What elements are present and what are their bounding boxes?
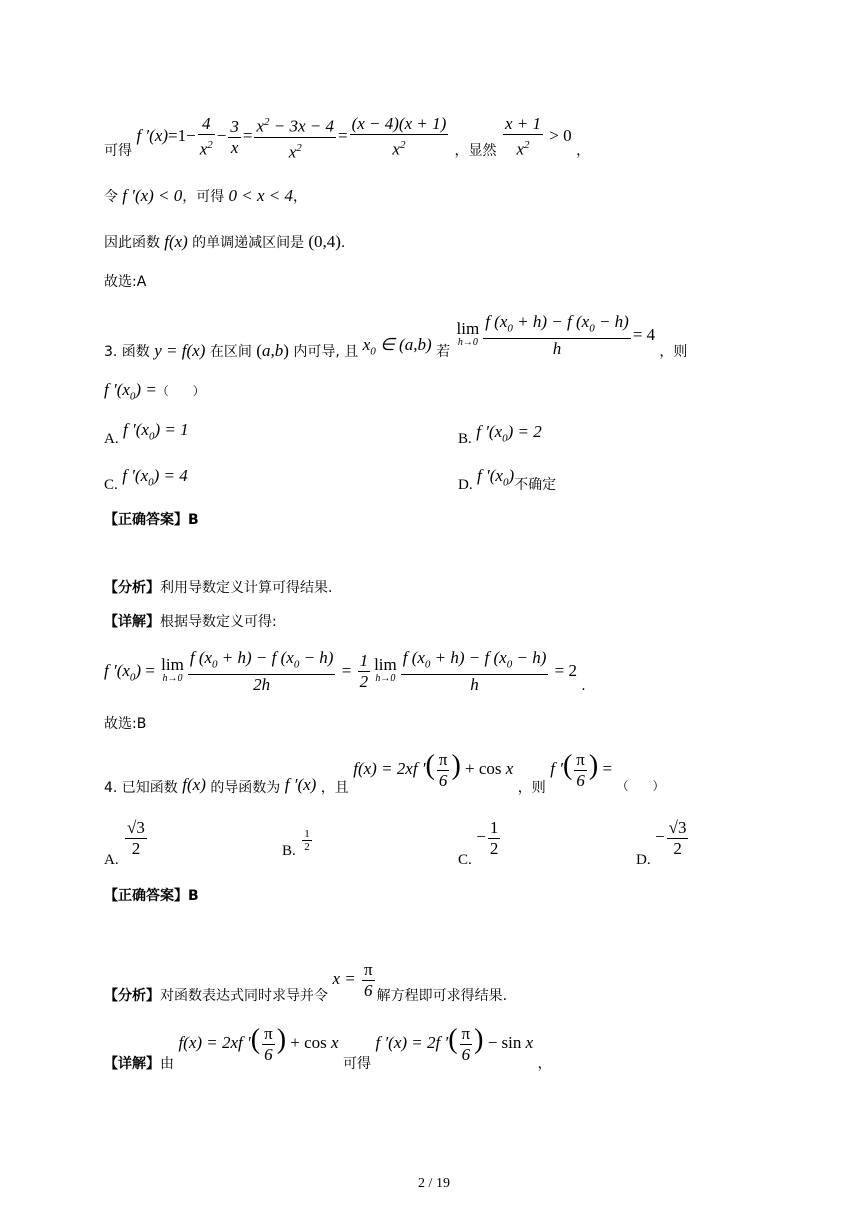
text-kede: 可得: [104, 143, 132, 160]
analysis-4: 【分析】对函数表达式同时求导并令 x = $\frac{\pi}{6}$ 解方程即可求得结果.: [104, 960, 508, 1005]
choose-b-3: 故选:B: [104, 716, 147, 732]
math-fx-given: f(x) = 2xf ′( $\frac{\pi}{6}$ ) + cos x: [178, 1024, 339, 1064]
option-3b: B. f $'(x_0) = 2$: [458, 422, 542, 447]
question-3-blank: f $'(x_0)$ =（ ）: [104, 380, 205, 403]
option-4a: A. $\frac{√3}{2}$: [104, 818, 145, 869]
inequality-line: 令 f ′(x) < 0，可得 0 < x < 4，: [104, 186, 308, 205]
choose-a: 故选:A: [104, 274, 147, 290]
option-4c: C. − $\frac{1}{2}$: [458, 818, 499, 869]
math-fx-definition: f(x) = 2xf ′( $\frac{\pi}{6}$ ) + cos x: [353, 750, 514, 790]
question-3: 3. 函数 y = f(x) 在区间 (a,b) 内可导, 且 $x_0$ ∈ (a,b) 若 lim h→0 $\frac{f (x_0 + h) - f (x_0 - h)}{h}$ = 4 ，则: [104, 312, 688, 360]
math-limit-derivation: f $'(x_0)$ = lim h→0 $\frac{f (x_0 + h) - f (x_0 - h)}{2h}$ = $\frac{1}{2}$ lim h→0 $\frac{f (x_0 + h) - f (x_0 - h)}{h}$ = 2: [104, 648, 577, 695]
option-4b: B. $\frac{1}{2}$: [282, 828, 310, 860]
math-fprime-result: f ′(x) = 2f ′( $\frac{\pi}{6}$ ) − sin x: [375, 1024, 534, 1064]
math-fx: f(x): [160, 232, 193, 251]
option-3a: A. f $'(x_0) = 1$: [104, 420, 189, 447]
math-x-pi6: x = $\frac{\pi}{6}$: [332, 960, 373, 1000]
math-limit-condition: lim h→0 $\frac{f (x_0 + h) - f (x_0 - h)}{h}$ = 4: [456, 312, 656, 359]
math-interval: (0,4): [304, 232, 341, 251]
detail-3-formula: f $'(x_0)$ = lim h→0 $\frac{f (x_0 + h) - f (x_0 - h)}{2h}$ = $\frac{1}{2}$ lim h→0 $\frac{f (x_0 + h) - f (x_0 - h)}{h}$ = 2 .: [104, 648, 586, 695]
text-xianran: ，显然: [454, 143, 497, 160]
math-fprime-neg: f ′(x) < 0: [118, 186, 183, 205]
math-interval-ineq: 0 < x < 4: [224, 186, 294, 205]
question-4: 4. 已知函数 f(x) 的导函数为 f ′(x) ，且 f(x) = 2xf ′( $\frac{\pi}{6}$ ) + cos x ，则 f ′( $\frac{\pi}{6}$ ) = （ ）: [104, 750, 665, 797]
derivative-line: 可得 f ′(x)=1− $\frac{4}{x^2}$ − $\frac{3}{x}$ = $\frac{x^2 - 3x - 4}{x^2}$ = $\frac{(x - 4)(x + 1)}{x^2}$ ，显然 $\frac{x + 1}{x^2}$ > 0 ，: [104, 114, 591, 162]
page-number: 2 / 19: [418, 1176, 450, 1191]
conclusion-line: 因此函数 f(x) 的单调递减区间是 (0,4).: [104, 232, 346, 251]
option-3d: D. f $'(x_0)$不确定: [458, 466, 557, 493]
option-4d: D. − $\frac{√3}{2}$: [636, 818, 687, 869]
answer-3: 【正确答案】B: [104, 512, 199, 528]
math-positive: $\frac{x + 1}{x^2}$ > 0: [504, 114, 572, 159]
math-fprime-pi6: f ′( $\frac{\pi}{6}$ ) =: [550, 750, 613, 790]
math-derivative: f ′(x)=1− $\frac{4}{x^2}$ − $\frac{3}{x}$ = $\frac{x^2 - 3x - 4}{x^2}$ = $\frac{(x - 4)(x + 1)}{x^2}$: [136, 114, 447, 162]
detail-3: 【详解】根据导数定义可得:: [104, 614, 277, 630]
answer-4: 【正确答案】B: [104, 888, 199, 904]
analysis-3: 【分析】利用导数定义计算可得结果.: [104, 580, 333, 596]
option-3c: C. f $'(x_0) = 4$: [104, 466, 188, 493]
detail-4: 【详解】由 f(x) = 2xf ′( $\frac{\pi}{6}$ ) + cos x 可得 f ′(x) = 2f ′( $\frac{\pi}{6}$ ) − sin x ，: [104, 1024, 552, 1073]
